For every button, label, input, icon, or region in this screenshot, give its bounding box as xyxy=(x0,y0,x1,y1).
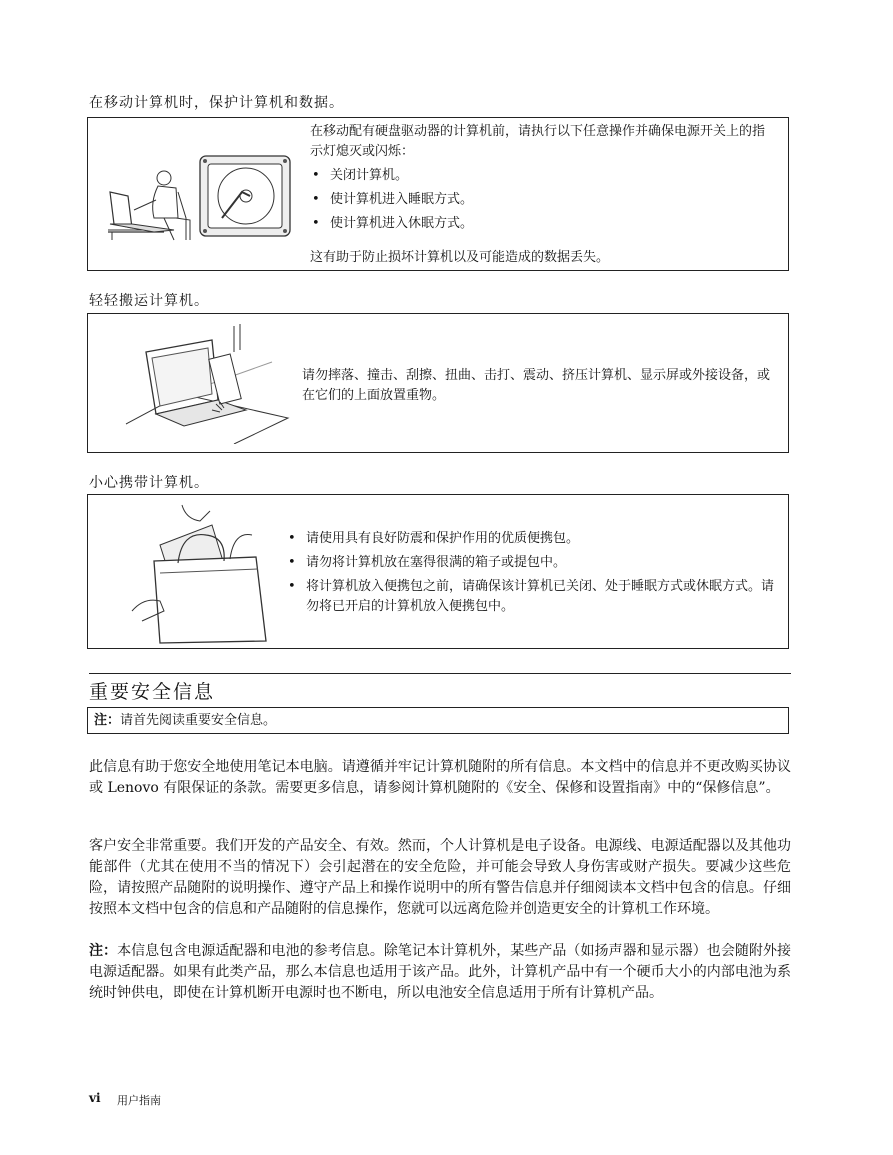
section-heading-moving: 在移动计算机时，保护计算机和数据。 xyxy=(89,95,344,111)
handle-box xyxy=(87,313,789,453)
note-content xyxy=(94,711,276,731)
carry-box xyxy=(87,494,789,649)
safety-paragraph-2: 客户安全非常重要。我们开发的产品安全、有效。然而，个人计算机是电子设备。电源线、电源适配器以及其他功能部件（尤其在使用不当的情况下）会引起潜在的安全危险，并可能会导致人身伤害或财产损失。要减少这些危险，请按照产品随附的说明操作、遵守产品上和操作说明中的所有警告信息并仔细阅读本文档中包含的信息。仔细按照本文档中包含的信息和产品随附的信息操作，您就可以远离危险并创造更安全的计算机工作环境。 xyxy=(89,838,791,917)
list-item: • 请勿将计算机放在塞得很满的箱子或提包中。 xyxy=(286,553,778,573)
page-title: 重要安全信息 xyxy=(89,681,216,703)
section-divider xyxy=(89,673,791,674)
para-note-text: 本信息包含电源适配器和电池的参考信息。除笔记本计算机外，某些产品（如扬声器和显示器）也会随附外接电源适配器。如果有此类产品，那么本信息也适用于该产品。此外，计算机产品中有一个硬币大小的内部电池为系统时钟供电，即使在计算机断开电源时也不断电，所以电池安全信息适用于所有计算机产品。 xyxy=(89,943,792,1001)
note-box xyxy=(87,707,789,734)
handle-text: 请勿摔落、撞击、刮擦、扭曲、击打、震动、挤压计算机、显示屏或外接设备，或在它们的上面放置重物。 xyxy=(302,368,771,403)
carrying-case-illustration xyxy=(126,501,276,645)
list-item: • 使计算机进入睡眠方式。 xyxy=(310,190,776,210)
moving-note: 这有助于防止损坏计算机以及可能造成的数据丢失。 xyxy=(310,250,610,265)
carry-bullet-list xyxy=(286,529,778,617)
moving-bullet-list xyxy=(310,166,776,234)
section-heading-carry: 小心携带计算机。 xyxy=(89,475,209,491)
laptop-impact-illustration xyxy=(122,322,292,444)
list-item: • 使计算机进入休眠方式。 xyxy=(310,214,776,234)
note-label: 注： xyxy=(94,713,121,728)
para-note-label: 注： xyxy=(89,943,118,959)
moving-box xyxy=(87,117,789,271)
list-item: • 关闭计算机。 xyxy=(310,166,776,186)
safety-paragraph-1: 此信息有助于您安全地使用笔记本电脑。请遵循并牢记计算机随附的所有信息。本文档中的信息并不更改购买协议或 Lenovo 有限保证的条款。需要更多信息，请参阅计算机随附的《安全、保修和设置指南》中的“保修信息”。 xyxy=(89,759,791,796)
list-item: • 请使用具有良好防震和保护作用的优质便携包。 xyxy=(286,529,778,549)
section-heading-handle: 轻轻搬运计算机。 xyxy=(89,293,209,309)
document-title: 用户指南 xyxy=(117,1094,161,1107)
moving-intro: 在移动配有硬盘驱动器的计算机前，请执行以下任意操作并确保电源开关上的指示灯熄灭或闪烁： xyxy=(310,124,766,159)
page-number: vi xyxy=(89,1091,101,1105)
note-text: 请首先阅读重要安全信息。 xyxy=(120,713,277,728)
list-item: • 将计算机放入便携包之前，请确保该计算机已关闭、处于睡眠方式或休眠方式。请勿将已开启的计算机放入便携包中。 xyxy=(286,577,778,617)
laptop-harddrive-illustration xyxy=(104,152,294,242)
safety-paragraph-3 xyxy=(89,941,791,1004)
